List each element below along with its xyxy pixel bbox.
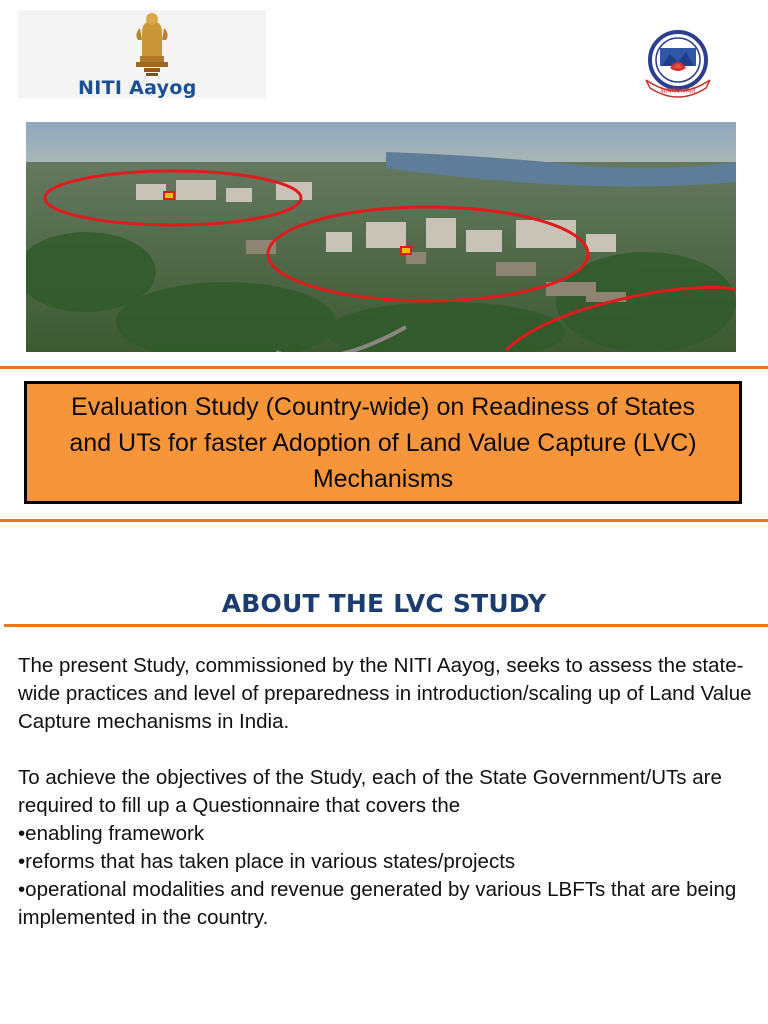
- study-description: [18, 652, 758, 932]
- bullet-item: •reforms that has taken place in various states/projects: [18, 850, 516, 873]
- bullet-item: •enabling framework: [18, 822, 205, 845]
- niti-aayog-logo: [18, 10, 266, 98]
- hero-aerial-image: [26, 122, 736, 352]
- paragraph-objectives: To achieve the objectives of the Study, each of the State Government/UTs are required to fill up a Questionnaire that covers the: [18, 766, 722, 817]
- institute-seal-icon: [636, 28, 720, 98]
- divider-bottom: [0, 519, 768, 522]
- seal-motto: सत्यमेव जयते: [660, 87, 696, 95]
- divider-top: [0, 366, 768, 369]
- heading-underline: [4, 624, 768, 627]
- bullet-item: •operational modalities and revenue generated by various LBFTs that are being implemented in the country.: [18, 878, 737, 929]
- section-heading: ABOUT THE LVC STUDY: [221, 589, 547, 618]
- study-title: Evaluation Study (Country-wide) on Readiness of States and UTs for faster Adoption of Land Value Capture (LVC) Mechanisms: [69, 392, 697, 493]
- national-emblem-icon: [126, 10, 178, 80]
- paragraph-intro: The present Study, commissioned by the NITI Aayog, seeks to assess the state-wide practices and level of preparedness in introduction/scaling up of Land Value Capture mechanisms in India.: [18, 654, 752, 733]
- logo-text: NITI Aayog: [78, 77, 197, 99]
- study-title-box: [24, 381, 742, 504]
